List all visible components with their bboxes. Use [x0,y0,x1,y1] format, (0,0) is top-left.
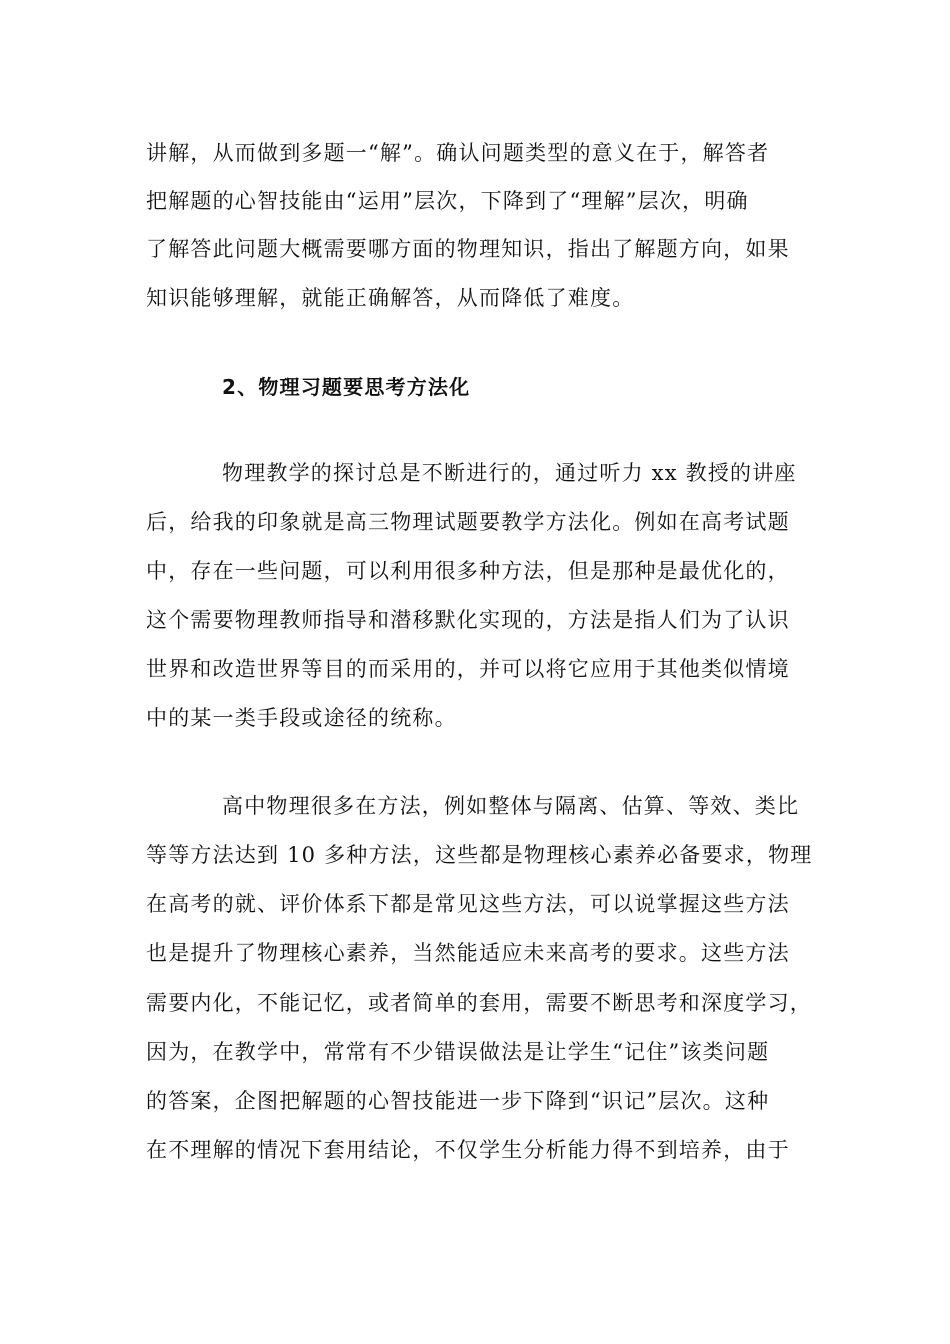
paragraph-2-line-1: 物理教学的探讨总是不断进行的，通过听力 xx 教授的讲座 [222,461,797,485]
paragraph-3-line-6: 因为，在教学中，常常有不少错误做法是让学生“记住”该类问题 [146,1040,770,1064]
section-heading: 2、物理习题要思考方法化 [222,375,471,399]
paragraph-2-line-5: 世界和改造世界等目的而采用的，并可以将它应用于其他类似情境 [146,657,790,681]
paragraph-1-line-3: 了解答此问题大概需要哪方面的物理知识，指出了解题方向，如果 [146,237,790,261]
paragraph-3-line-1: 高中物理很多在方法，例如整体与隔离、估算、等效、类比 [222,794,800,818]
paragraph-2-line-2: 后，给我的印象就是高三物理试题要教学方法化。例如在高考试题 [146,510,790,534]
paragraph-3-line-7: 的答案，企图把解题的心智技能进一步下降到“识记”层次。这种 [146,1089,770,1113]
paragraph-1-line-2: 把解题的心智技能由“运用”层次，下降到了“理解”层次，明确 [146,189,749,213]
paragraph-1-line-4: 知识能够理解，就能正确解答，从而降低了难度。 [146,286,635,310]
paragraph-3-line-2: 等等方法达到 10 多种方法，这些都是物理核心素养必备要求，物理 [146,843,813,867]
paragraph-2-line-4: 这个需要物理教师指导和潜移默化实现的，方法是指人们为了认识 [146,608,790,632]
paragraph-3-line-5: 需要内化，不能记忆，或者简单的套用，需要不断思考和深度学习， [146,991,812,1015]
paragraph-2-line-3: 中，存在一些问题，可以利用很多种方法，但是那种是最优化的， [146,559,790,583]
paragraph-2-line-6: 中的某一类手段或途径的统称。 [146,706,457,730]
paragraph-3-line-4: 也是提升了物理核心素养，当然能适应未来高考的要求。这些方法 [146,941,790,965]
paragraph-1-line-1: 讲解，从而做到多题一“解”。确认问题类型的意义在于，解答者 [146,141,770,165]
paragraph-3-line-3: 在高考的就、评价体系下都是常见这些方法，可以说掌握这些方法 [146,892,790,916]
paragraph-3-line-8: 在不理解的情况下套用结论，不仅学生分析能力得不到培养，由于 [146,1138,790,1162]
